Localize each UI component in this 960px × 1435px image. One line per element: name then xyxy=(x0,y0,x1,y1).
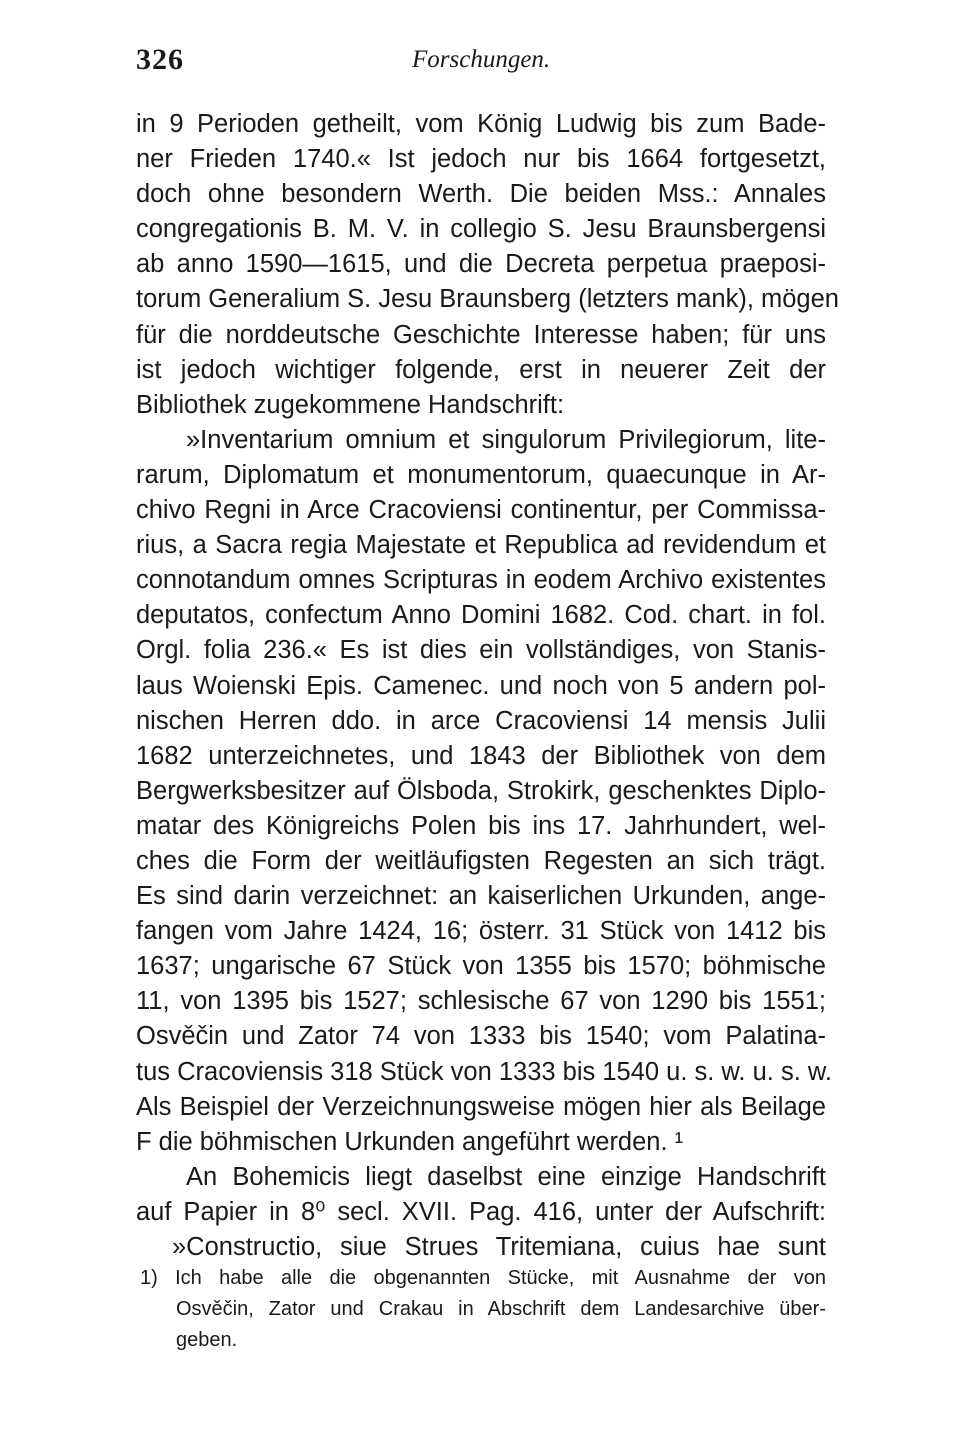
text-line: fangen vom Jahre 1424, 16; österr. 31 Stück von 1412 bis xyxy=(136,917,826,946)
text-line: matar des Königreichs Polen bis ins 17. Jahrhundert, wel- xyxy=(136,811,826,840)
text-line: deputatos, confectum Anno Domini 1682. Cod. chart. in fol. xyxy=(136,601,826,630)
text-line: Bergwerksbesitzer auf Ölsboda, Strokirk, geschenktes Diplo- xyxy=(136,776,826,805)
text-line: Orgl. folia 236.« Es ist dies ein vollständiges, von Stanis- xyxy=(136,636,826,665)
text-line: »Inventarium omnium et singulorum Privilegiorum, lite- xyxy=(186,425,826,454)
text-line: 11, von 1395 bis 1527; schlesische 67 von 1290 bis 1551; xyxy=(136,987,826,1016)
text-line: ab anno 1590—1615, und die Decreta perpetua praeposi- xyxy=(136,250,826,279)
text-line: Osvěčin und Zator 74 von 1333 bis 1540; vom Palatina- xyxy=(136,1022,826,1051)
text-line: auf Papier in 8⁰ secl. XVII. Pag. 416, unter der Aufschrift: xyxy=(136,1197,826,1226)
text-line: An Bohemicis liegt daselbst eine einzige Handschrift xyxy=(186,1162,826,1191)
footnotes xyxy=(140,1263,826,1356)
page-header xyxy=(136,40,826,80)
text-line: 1682 unterzeichnetes, und 1843 der Bibliothek von dem xyxy=(136,741,826,770)
text-line: Bibliothek zugekommene Handschrift: xyxy=(136,390,565,419)
text-line: ist jedoch wichtiger folgende, erst in neuerer Zeit der xyxy=(136,355,826,384)
text-line: nischen Herren ddo. in arce Cracoviensi 14 mensis Julii xyxy=(136,706,826,735)
text-line: laus Woienski Epis. Camenec. und noch von 5 andern pol- xyxy=(136,671,826,700)
text-line: connotandum omnes Scripturas in eodem Archivo existentes xyxy=(136,566,826,595)
text-line: tus Cracoviensis 318 Stück von 1333 bis 1540 u. s. w. u. s. w. xyxy=(136,1057,832,1086)
text-line: in 9 Perioden getheilt, vom König Ludwig bis zum Bade- xyxy=(136,110,826,138)
text-line: torum Generalium S. Jesu Braunsberg (letzters mank), mögen xyxy=(136,285,839,314)
footnote-line: 1) Ich habe alle die obgenannten Stücke, mit Ausnahme der von xyxy=(140,1267,826,1289)
text-line: »Constructio, siue Strues Tritemiana, cuius hae sunt xyxy=(172,1233,826,1261)
text-line: Als Beispiel der Verzeichnungsweise mögen hier als Beilage xyxy=(136,1092,826,1121)
text-line: 1637; ungarische 67 Stück von 1355 bis 1570; böhmische xyxy=(136,952,826,981)
text-line: für die norddeutsche Geschichte Interesse haben; für uns xyxy=(136,320,826,349)
text-line: doch ohne besondern Werth. Die beiden Mss.: Annales xyxy=(136,180,826,209)
text-line: Es sind darin verzeichnet: an kaiserlichen Urkunden, ange- xyxy=(136,882,826,911)
text-line: congregationis B. M. V. in collegio S. Jesu Braunsbergensi xyxy=(136,215,826,244)
text-line: F die böhmischen Urkunden angeführt werden. ¹ xyxy=(136,1127,684,1156)
text-line: rius, a Sacra regia Majestate et Republica ad revidendum et xyxy=(136,531,826,560)
running-title: Forschungen. xyxy=(412,46,551,73)
text-line: rarum, Diplomatum et monumentorum, quaecunque in Ar- xyxy=(136,460,826,489)
text-line: chivo Regni in Arce Cracoviensi continentur, per Commissa- xyxy=(136,496,826,525)
page-number: 326 xyxy=(136,43,184,76)
text-line: ner Frieden 1740.« Ist jedoch nur bis 1664 fortgesetzt, xyxy=(136,145,826,174)
text-line: ches die Form der weitläufigsten Regesten an sich trägt. xyxy=(136,846,826,875)
footnote-line: geben. xyxy=(176,1329,238,1351)
body-text xyxy=(136,107,839,1265)
footnote-line: Osvěčin, Zator und Crakau in Abschrift dem Landesarchive über- xyxy=(176,1298,826,1320)
